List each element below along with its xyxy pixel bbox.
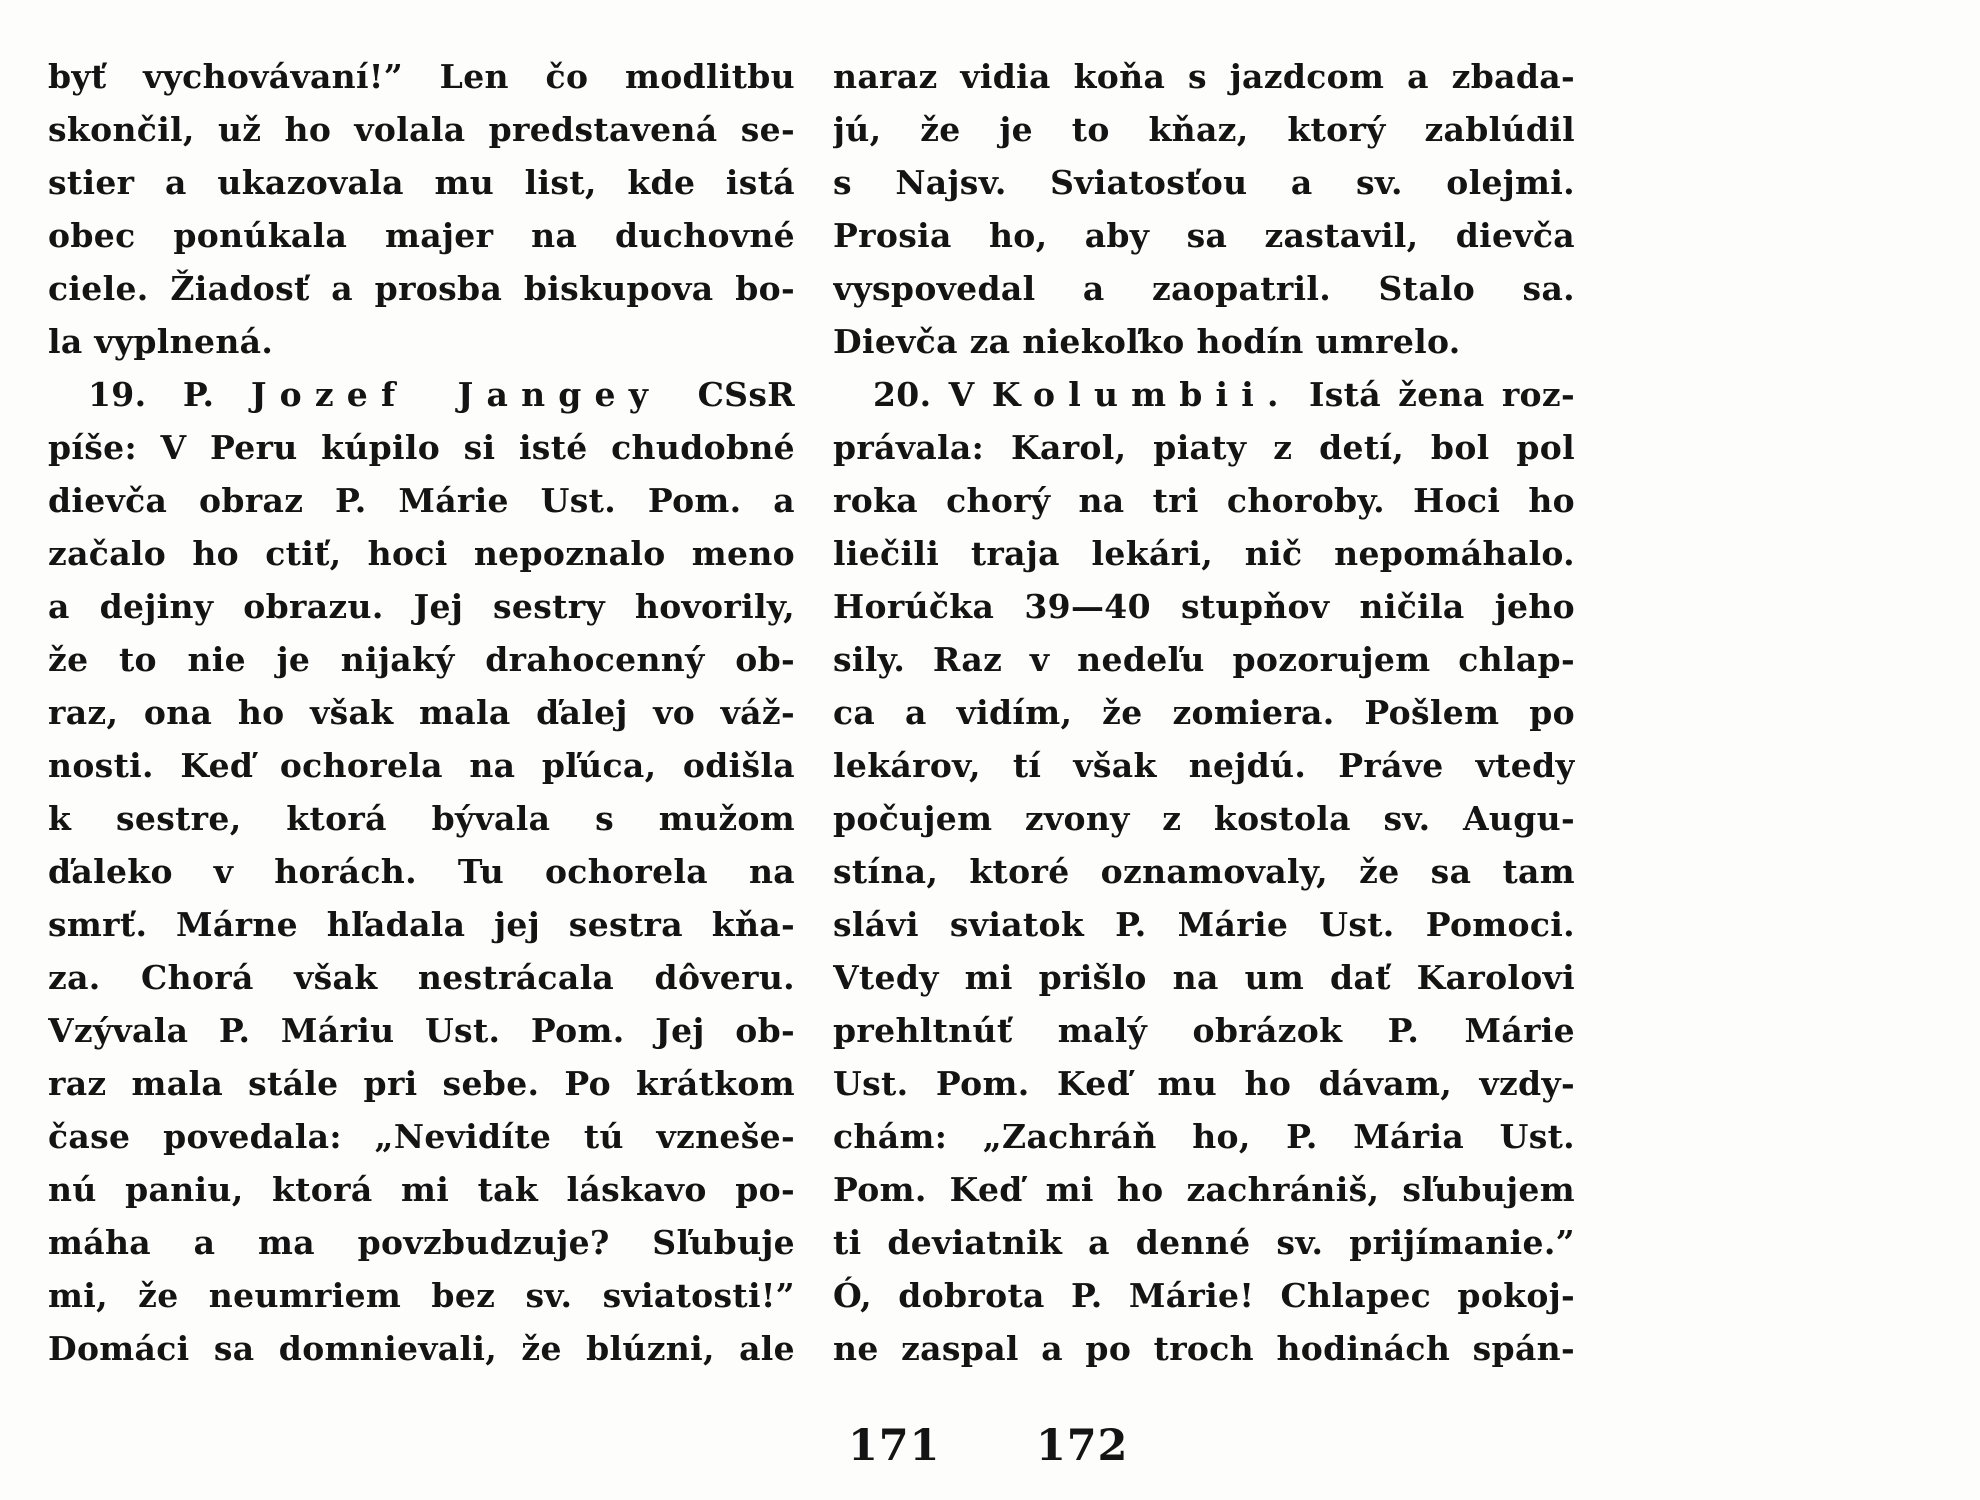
- text-line: ti deviatnik a denné sv. prijímanie.”: [833, 1223, 1575, 1262]
- text-line: za. Chorá však nestrácala dôveru.: [48, 958, 795, 997]
- text-line: píše: V Peru kúpilo si isté chudobné: [48, 428, 795, 467]
- text-line: Prosia ho, aby sa zastavil, dievča: [833, 216, 1575, 255]
- text-line: a dejiny obrazu. Jej sestry hovorily,: [48, 587, 795, 626]
- left-page-text-column: [48, 50, 795, 1375]
- text-line: liečili traja lekári, nič nepomáhalo.: [833, 534, 1575, 573]
- page-number-right: 172: [1036, 1421, 1129, 1471]
- text-line: smrť. Márne hľadala jej sestra kňa-: [48, 905, 795, 944]
- text-line: [833, 368, 1575, 421]
- text-segment: 20. V: [873, 375, 992, 414]
- right-page-text-column: [833, 50, 1575, 1375]
- text-line: raz mala stále pri sebe. Po krátkom: [48, 1064, 795, 1103]
- text-line: obec ponúkala majer na duchovné: [48, 216, 795, 255]
- text-line: Dievča za niekoľko hodín umrelo.: [833, 322, 1461, 361]
- letterspaced-name: Jozef Jangey: [250, 375, 662, 414]
- text-line: slávi sviatok P. Márie Ust. Pomoci.: [833, 905, 1575, 944]
- text-line: s Najsv. Sviatosťou a sv. olejmi.: [833, 163, 1575, 202]
- text-line: Horúčka 39—40 stupňov ničila jeho: [833, 587, 1575, 626]
- text-line: jú, že je to kňaz, ktorý zablúdil: [833, 110, 1575, 149]
- text-line: naraz vidia koňa s jazdcom a zbada-: [833, 57, 1575, 96]
- text-line: Ust. Pom. Keď mu ho dávam, vzdy-: [833, 1064, 1575, 1103]
- text-line: nosti. Keď ochorela na pľúca, odišla: [48, 746, 795, 785]
- text-line: skončil, už ho volala predstavená se-: [48, 110, 795, 149]
- text-line: k sestre, ktorá bývala s mužom: [48, 799, 795, 838]
- text-line: dievča obraz P. Márie Ust. Pom. a: [48, 481, 795, 520]
- text-line: sily. Raz v nedeľu pozorujem chlap-: [833, 640, 1575, 679]
- text-line: Pom. Keď mi ho zachrániš, sľubujem: [833, 1170, 1575, 1209]
- text-line: stier a ukazovala mu list, kde istá: [48, 163, 795, 202]
- text-line: ne zaspal a po troch hodinách spán-: [833, 1329, 1575, 1368]
- text-segment: 19. P.: [88, 375, 251, 414]
- text-line: byť vychovávaní!” Len čo modlitbu: [48, 57, 795, 96]
- text-line: že to nie je nijaký drahocenný ob-: [48, 640, 795, 679]
- text-line: prehltnúť malý obrázok P. Márie: [833, 1011, 1575, 1050]
- text-segment: Istá žena roz-: [1291, 375, 1575, 414]
- text-line: právala: Karol, piaty z detí, bol pol: [833, 428, 1575, 467]
- text-line: nú paniu, ktorá mi tak láskavo po-: [48, 1170, 795, 1209]
- text-line: stína, ktoré oznamovaly, že sa tam: [833, 852, 1575, 891]
- text-line: raz, ona ho však mala ďalej vo váž-: [48, 693, 795, 732]
- text-line: čase povedala: „Nevidíte tú vzneše-: [48, 1117, 795, 1156]
- letterspaced-name: Kolumbii.: [991, 375, 1292, 414]
- text-line: ca a vidím, že zomiera. Pošlem po: [833, 693, 1575, 732]
- text-line: Domáci sa domnievali, že blúzni, ale: [48, 1329, 795, 1368]
- text-line: ciele. Žiadosť a prosba biskupova bo-: [48, 269, 795, 308]
- text-line: Vtedy mi prišlo na um dať Karolovi: [833, 958, 1575, 997]
- text-line: mi, že neumriem bez sv. sviatosti!”: [48, 1276, 795, 1315]
- text-line: [48, 368, 795, 421]
- text-line: vyspovedal a zaopatril. Stalo sa.: [833, 269, 1575, 308]
- text-line: začalo ho ctiť, hoci nepoznalo meno: [48, 534, 795, 573]
- text-line: la vyplnená.: [48, 322, 274, 361]
- text-line: Ó, dobrota P. Márie! Chlapec pokoj-: [833, 1276, 1575, 1315]
- text-line: ďaleko v horách. Tu ochorela na: [48, 852, 795, 891]
- text-line: chám: „Zachráň ho, P. Mária Ust.: [833, 1117, 1575, 1156]
- text-segment: CSsR: [661, 375, 795, 414]
- text-line: počujem zvony z kostola sv. Augu-: [833, 799, 1575, 838]
- text-line: lekárov, tí však nejdú. Práve vtedy: [833, 746, 1575, 785]
- text-line: máha a ma povzbudzuje? Sľubuje: [48, 1223, 795, 1262]
- page-number-left: 171: [848, 1421, 941, 1471]
- text-line: Vzývala P. Máriu Ust. Pom. Jej ob-: [48, 1011, 795, 1050]
- text-line: roka chorý na tri choroby. Hoci ho: [833, 481, 1575, 520]
